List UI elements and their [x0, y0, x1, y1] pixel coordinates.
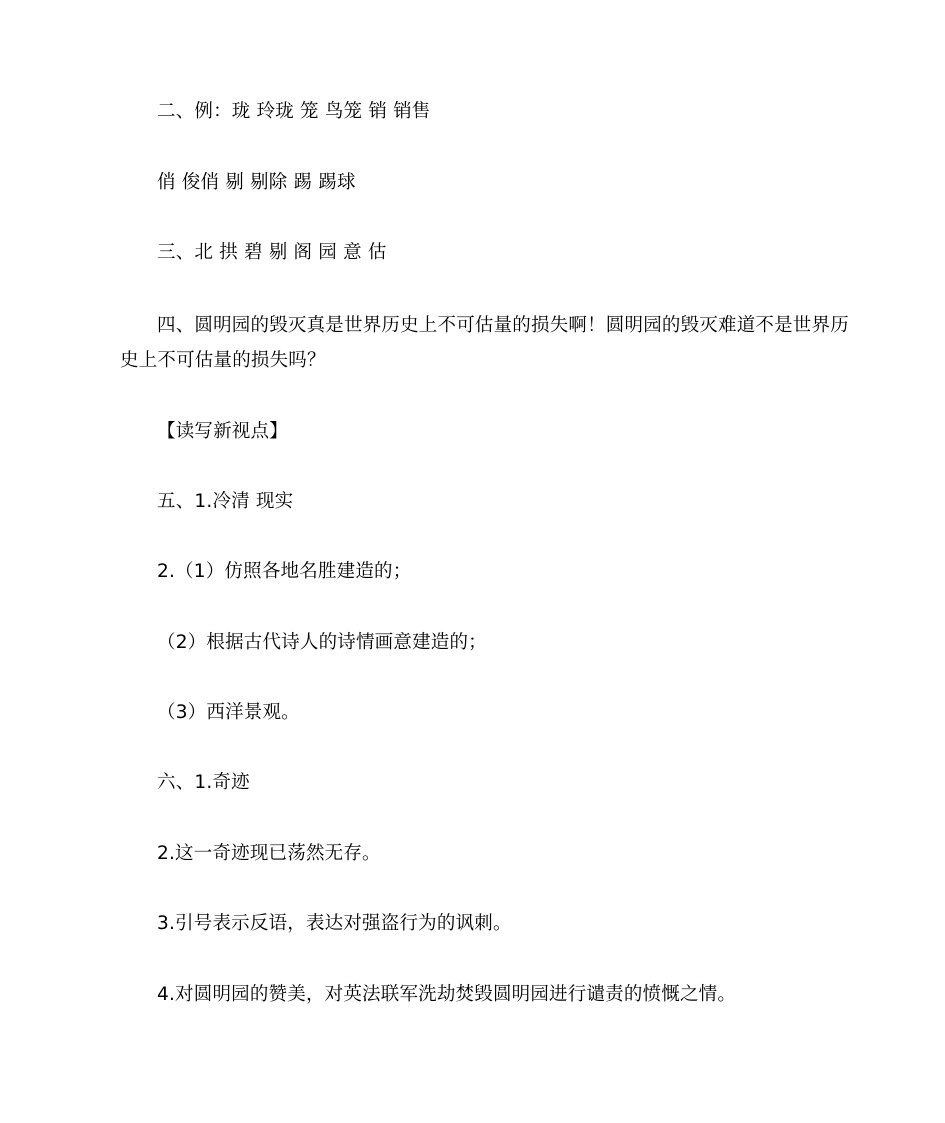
answer-line-2-continued: 俏 俊俏 剔 剔除 踢 踢球: [157, 172, 356, 193]
answer-line-4: 四、圆明园的毁灭真是世界历史上不可估量的损失啊！圆明园的毁灭难道不是世界历: [157, 315, 849, 336]
answer-line-5-1: 五、1.冷清 现实: [157, 491, 294, 512]
answer-line-5-2-3: （3）西洋景观。: [157, 702, 300, 723]
answer-line-6-1: 六、1.奇迹: [157, 772, 250, 793]
answer-line-6-3: 3.引号表示反语，表达对强盗行为的讽刺。: [157, 913, 512, 934]
answer-line-4-continued: 史上不可估量的损失吗？: [120, 350, 326, 371]
answer-line-5-2-2: （2）根据古代诗人的诗情画意建造的；: [157, 632, 487, 653]
answer-line-2-example: 二、例：珑 玲珑 笼 鸟笼 销 销售: [157, 101, 431, 122]
section-heading-read-write: 【读写新视点】: [157, 421, 288, 442]
answer-line-3: 三、北 拱 碧 剔 阁 园 意 估: [157, 242, 387, 263]
answer-line-6-4: 4.对圆明园的赞美，对英法联军洗劫焚毁圆明园进行谴责的愤慨之情。: [157, 984, 737, 1005]
answer-line-5-2-1: 2.（1）仿照各地名胜建造的；: [157, 561, 412, 582]
answer-line-6-2: 2.这一奇迹现已荡然无存。: [157, 843, 381, 864]
